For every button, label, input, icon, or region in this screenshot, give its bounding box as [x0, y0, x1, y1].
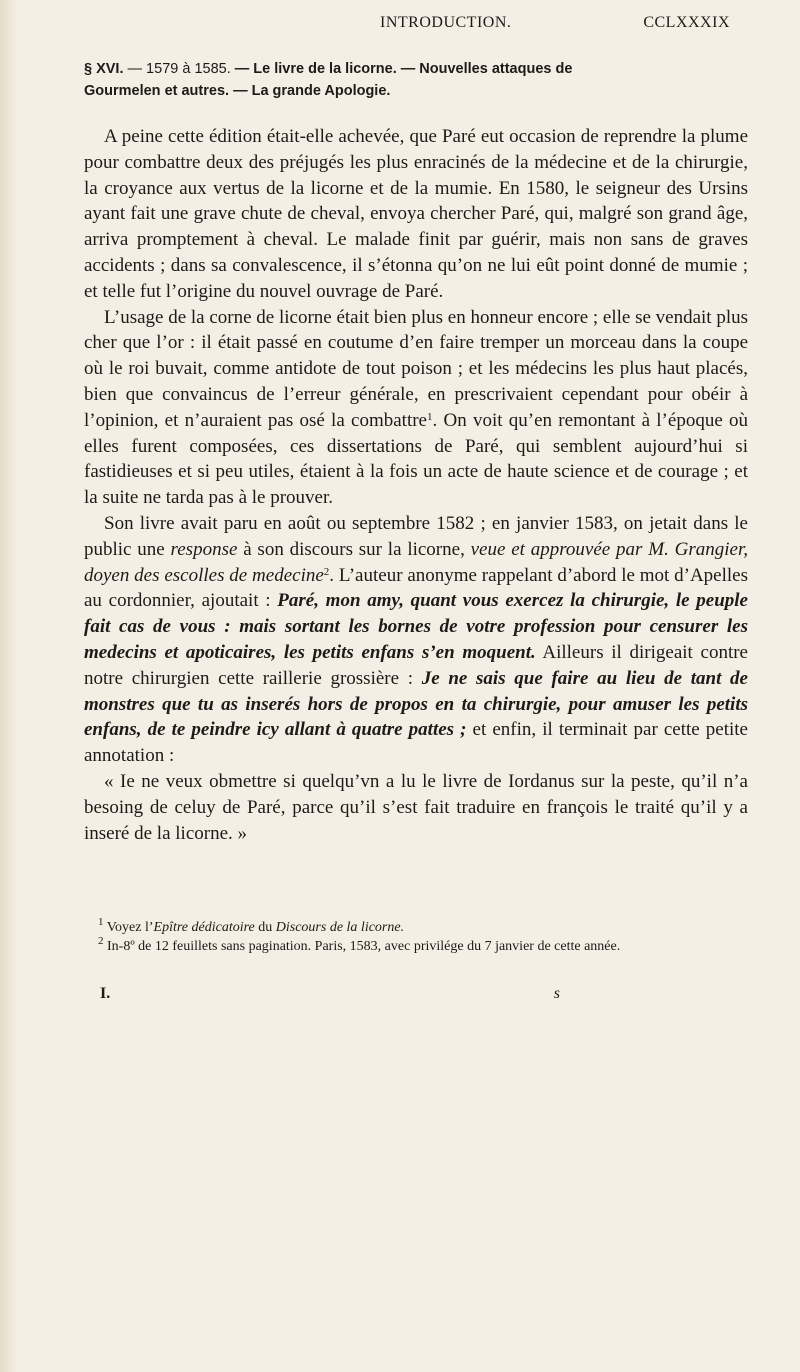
running-header — [380, 14, 730, 32]
footnote-2 — [84, 937, 744, 956]
paragraph-3-text-c: . L’auteur anonyme rappelant d’abord le mot d’Apelles au cordonnier, ajoutait : — [84, 564, 748, 612]
footnote-1-text-a: Voyez l’ — [103, 920, 154, 935]
paragraph-2-text-b: . On voit qu’en remontant à l’époque où elles furent composées, ces dissertations de Paré, qui semblent aujourd’hui si fastidieuses et si peu utiles, étaient à la fois un acte de haute science et de courage ; et la suite ne tarda pas à le prouver. — [84, 409, 748, 509]
header-title: INTRODUCTION. — [380, 14, 512, 31]
body-text — [84, 124, 748, 846]
section-years: — 1579 à 1585. — [127, 61, 231, 77]
footnote-1-italic-2: Discours de la licorne. — [275, 920, 405, 935]
paragraph-3-text-e: et enfin, il terminait par cette petite annotation : — [84, 719, 748, 767]
quotation: « Ie ne veux obmettre si quelqu’vn a lu le livre de Iordanus sur la peste, qu’il n’a besoing de celuy de Paré, parce qu’il s’est fait traduire en françois le traité qu’il y a inseré de la licorne. » — [84, 770, 748, 844]
paragraph-3-italic-4: Je ne sais que faire au lieu de tant de monstres que tu as inserés hors de propos en ta chirurgie, pour amuser les petits enfans, de te peindre icy allant à quatre pattes ; — [84, 667, 748, 741]
footnote-1-italic: Epître dédicatoire — [153, 920, 255, 935]
section-title-line1: — Le livre de la licorne. — Nouvelles attaques de — [234, 61, 573, 77]
footnote-2-text: In-8º de 12 feuillets sans pagination. Paris, 1583, avec privilége du 7 janvier de cette année. — [103, 939, 621, 954]
volume-mark: I. — [100, 985, 111, 1002]
footnote-2-number: 2 — [98, 935, 104, 947]
footnote-ref-2: 2 — [323, 565, 330, 578]
footnote-ref-1: 1 — [427, 410, 433, 423]
paragraph-3-italic-3: Paré, mon amy, quant vous exercez la chirurgie, le peuple fait cas de vous : mais sortant les bornes de votre profession pour censurer les medecins et apoticaires, les petits enfans s’en moquent. — [84, 590, 748, 663]
section-title-line2: Gourmelen et autres. — La grande Apologie. — [84, 83, 391, 99]
paragraph-3 — [84, 511, 748, 769]
paragraph-2 — [84, 305, 748, 511]
paragraph-3-text-b: à son discours sur la licorne, — [237, 538, 471, 560]
footnote-1-text-b: du — [254, 920, 276, 935]
signature-mark: s — [553, 985, 560, 1002]
footnote-1 — [84, 918, 744, 937]
section-heading — [84, 58, 744, 102]
paragraph-1: A peine cette édition était-elle achevée, que Paré eut occasion de reprendre la plume pour combattre deux des préjugés les plus enracinés de la médecine et de la chirurgie, la croyance aux vertus de la licorne et de la mumie. En 1580, le seigneur des Ursins ayant fait une grave chute de cheval, envoya chercher Paré, qui, malgré son grand âge, arriva promptement à cheval. Le malade finit par guérir, mais non sans de graves accidents ; dans sa convalescence, il s’étonna qu’on ne lui eût point donné de mumie ; et telle fut l’origine du nouvel ouvrage de Paré. — [84, 126, 748, 302]
paragraph-3-text-a: Son livre avait paru en août ou septembre 1582 ; en janvier 1583, on jetait dans le public une — [84, 512, 748, 560]
footnote-1-number: 1 — [98, 916, 104, 928]
paragraph-3-text-d: Ailleurs il dirigeait contre notre chirurgien cette raillerie grossière : — [84, 641, 748, 689]
footnotes — [84, 918, 744, 956]
section-number: § XVI. — [84, 61, 124, 77]
page-number: CCLXXXIX — [643, 14, 730, 31]
page-binding-edge — [0, 0, 18, 1372]
signature-row — [100, 985, 560, 1003]
paragraph-2-text-a: L’usage de la corne de licorne était bien plus en honneur encore ; elle se vendait plus cher que l’or : il était passé en coutume d’en faire tremper un morceau dans la coupe où le roi buvait, comme antidote de tout poison ; et les médecins les plus haut placés, bien que convaincus de l’erreur générale, en prescrivaient cependant pour obéir à l’opinion, et n’auraient pas osé la combattre — [84, 306, 749, 431]
paragraph-3-italic-1: response — [170, 538, 238, 560]
paragraph-3-italic-2: veue et approuvée par M. Grangier, doyen des escolles de medecine — [84, 538, 748, 586]
